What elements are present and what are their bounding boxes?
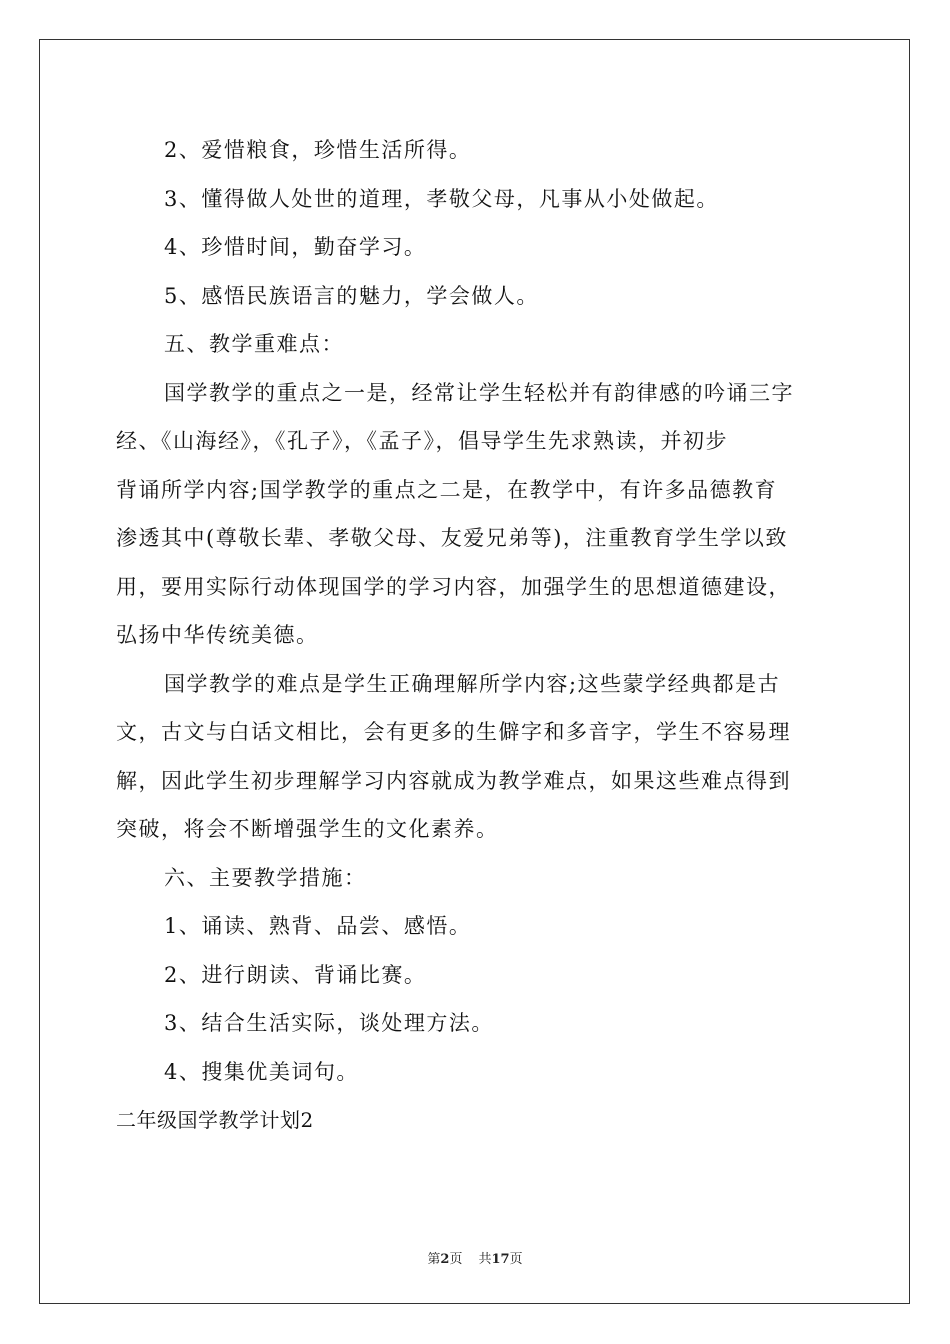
paragraph-line: 渗透其中(尊敬长辈、孝敬父母、友爱兄弟等)，注重教育学生学以致	[116, 526, 788, 550]
measure-item: 2、进行朗读、背诵比赛。	[164, 962, 427, 987]
section-heading-measures: 六、主要教学措施：	[164, 865, 367, 890]
section-heading-key-points: 五、教学重难点：	[164, 332, 344, 356]
page-footer	[0, 1248, 950, 1267]
page-suffix: 页	[449, 1252, 463, 1267]
page-number: 2	[440, 1252, 450, 1267]
paragraph-line: 用，要用实际行动体现国学的学习内容，加强学生的思想道德建设，	[116, 574, 791, 599]
goal-item: 4、珍惜时间，勤奋学习。	[164, 235, 427, 259]
paragraph-line: 经、《山海经》，《孔子》，《孟子》，倡导学生先求熟读，并初步	[116, 429, 728, 453]
paragraph-difficulties	[116, 660, 836, 854]
goal-item: 2、爱惜粮食，珍惜生活所得。	[164, 138, 472, 162]
total-suffix: 页	[509, 1252, 523, 1267]
total-pages: 17	[491, 1252, 510, 1267]
paragraph-line: 国学教学的难点是学生正确理解所学内容;这些蒙学经典都是古	[164, 671, 781, 696]
paragraph-key-points	[116, 369, 836, 660]
paragraph-line: 突破，将会不断增强学生的文化素养。	[116, 817, 499, 841]
paragraph-line: 背诵所学内容;国学教学的重点之二是，在教学中，有许多品德教育	[116, 477, 778, 502]
paragraph-line: 弘扬中华传统美德。	[116, 623, 319, 647]
paragraph-line: 文，古文与白话文相比，会有更多的生僻字和多音字，学生不容易理	[116, 720, 791, 744]
goal-item: 5、感悟民族语言的魅力，学会做人。	[164, 283, 539, 308]
page-prefix: 第	[427, 1252, 441, 1267]
measure-item: 4、搜集优美词句。	[164, 1059, 359, 1084]
total-prefix: 共	[478, 1252, 492, 1267]
paragraph-line: 解，因此学生初步理解学习内容就成为教学难点，如果这些难点得到	[116, 768, 791, 793]
document-body	[116, 126, 836, 1145]
paragraph-line: 国学教学的重点之一是，经常让学生轻松并有韵律感的吟诵三字	[164, 380, 794, 405]
measure-item: 3、结合生活实际，谈处理方法。	[164, 1011, 494, 1035]
goal-item: 3、懂得做人处世的道理，孝敬父母，凡事从小处做起。	[164, 186, 719, 211]
measure-item: 1、诵读、熟背、品尝、感悟。	[164, 914, 472, 938]
next-section-title: 二年级国学教学计划2	[116, 1108, 314, 1132]
